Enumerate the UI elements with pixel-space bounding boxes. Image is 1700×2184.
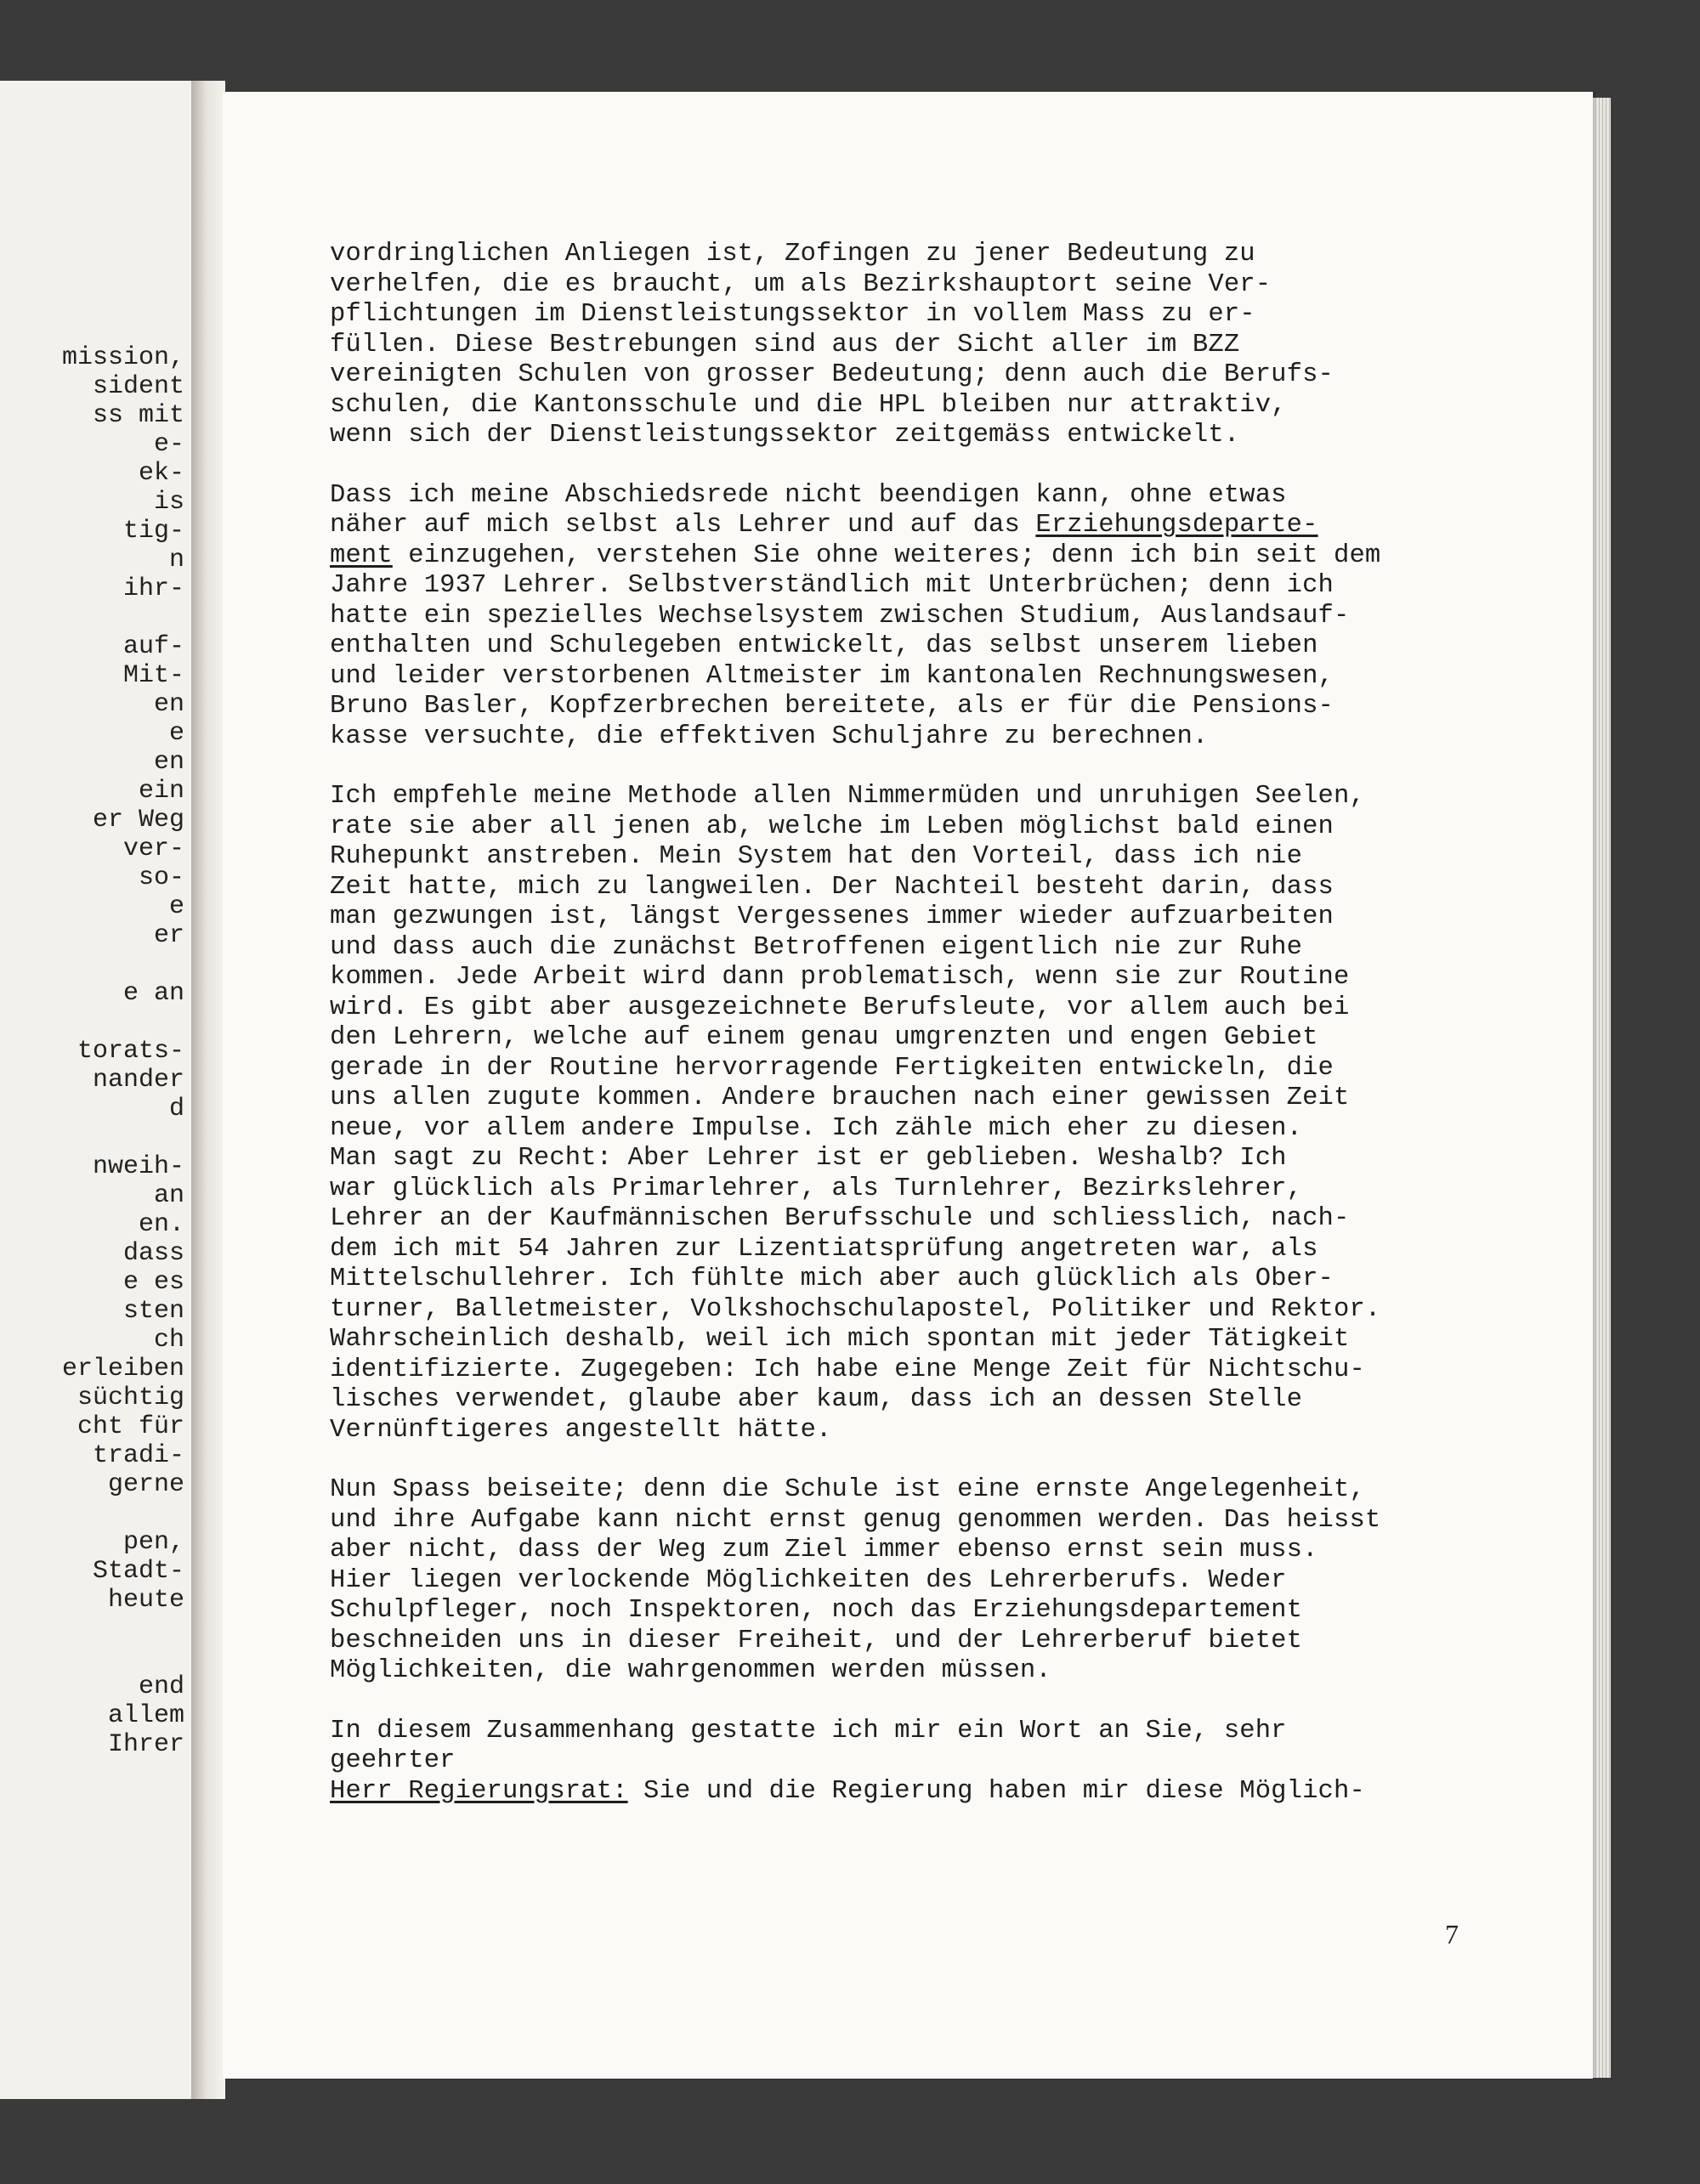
text-line: wenn sich der Dienstleistungssektor zeitgemäss entwickelt. xyxy=(330,421,1240,450)
left-page xyxy=(0,81,193,2099)
left-page-line: e xyxy=(168,719,184,748)
text-line: gerade in der Routine hervorragende Fertigkeiten entwickeln, die xyxy=(330,1053,1334,1083)
left-page-text xyxy=(0,314,191,1759)
left-page-line: torats- xyxy=(76,1037,184,1066)
left-page-line: e xyxy=(168,892,184,921)
text-line: enthalten und Schulegeben entwickelt, das selbst unserem lieben xyxy=(330,631,1318,660)
book-gutter xyxy=(191,81,225,2099)
left-page-line: d xyxy=(168,1095,184,1123)
left-page-line: ch xyxy=(153,1326,184,1355)
left-page-line xyxy=(0,1008,191,1037)
text-line: füllen. Diese Bestrebungen sind aus der Sicht aller im BZZ xyxy=(330,330,1240,359)
left-page-line: so- xyxy=(138,863,184,892)
left-page-line: an xyxy=(153,1181,184,1210)
text-line-rest: Sie und die Regierung haben mir diese Möglich- xyxy=(627,1776,1365,1806)
text-line: Man sagt zu Recht: Aber Lehrer ist er geblieben. Weshalb? Ich xyxy=(330,1144,1287,1173)
left-page-line: ver- xyxy=(122,835,184,863)
paragraph xyxy=(330,481,1520,753)
text-line: ment einzugehen, verstehen Sie ohne weiteres; denn ich bin seit dem xyxy=(330,540,1381,570)
left-page-line: sident xyxy=(92,372,184,401)
text-line: identifizierte. Zugegeben: Ich habe eine Menge Zeit für Nichtschu- xyxy=(330,1355,1365,1384)
text-line: hatte ein spezielles Wechselsystem zwischen Studium, Auslandsauf- xyxy=(330,601,1350,631)
left-page-line xyxy=(0,1499,191,1528)
left-page-line: nweih- xyxy=(92,1152,184,1181)
left-page-line: süchtig xyxy=(76,1383,184,1412)
left-page-line: ss mit xyxy=(92,401,184,430)
text-line: vereinigten Schulen von grosser Bedeutung; denn auch die Berufs- xyxy=(330,360,1334,389)
text-line: In diesem Zusammenhang gestatte ich mir ein Wort an Sie, sehr xyxy=(330,1716,1287,1746)
text-line: rate sie aber all jenen ab, welche im Leben möglichst bald einen xyxy=(330,812,1334,841)
text-line: kommen. Jede Arbeit wird dann problematisch, wenn sie zur Routine xyxy=(330,963,1350,992)
left-page-line xyxy=(0,1644,191,1672)
text-line: pflichtungen im Dienstleistungssektor in vollem Mass zu er- xyxy=(330,300,1255,329)
text-line: Nun Spass beiseite; denn die Schule ist eine ernste Angelegenheit, xyxy=(330,1475,1365,1504)
left-page-line: heute xyxy=(107,1586,184,1615)
text-line: Jahre 1937 Lehrer. Selbstverständlich mit Unterbrüchen; denn ich xyxy=(330,571,1334,600)
text-line: dem ich mit 54 Jahren zur Lizentiatsprüfung angetreten war, als xyxy=(330,1234,1318,1264)
text-line: Ruhepunkt anstreben. Mein System hat den Vorteil, dass ich nie xyxy=(330,842,1303,871)
left-page-line: is xyxy=(153,488,184,517)
text-line: den Lehrern, welche auf einem genau umgrenzten und engen Gebiet xyxy=(330,1023,1318,1052)
text-line: lisches verwendet, glaube aber kaum, dass ich an dessen Stelle xyxy=(330,1385,1303,1414)
left-page-line: ek- xyxy=(138,459,184,488)
left-page-line: end xyxy=(138,1672,184,1701)
left-page-line xyxy=(0,1615,191,1644)
underlined-word: Herr Regierungsrat: xyxy=(330,1776,628,1806)
text-line: neue, vor allem andere Impulse. Ich zähle mich eher zu diesen. xyxy=(330,1113,1303,1143)
left-page-line: pen, xyxy=(122,1528,184,1557)
left-page-line: tradi- xyxy=(92,1441,184,1470)
left-page-line xyxy=(0,950,191,979)
text-line: Mittelschullehrer. Ich fühlte mich aber auch glücklich als Ober- xyxy=(330,1265,1334,1293)
left-page-line: ein xyxy=(138,777,184,806)
text-line: Ich empfehle meine Methode allen Nimmermüden und unruhigen Seelen, xyxy=(330,782,1365,811)
left-page-line: n xyxy=(168,546,184,574)
paragraph xyxy=(330,1717,1520,1808)
left-page-line: sten xyxy=(122,1297,184,1326)
text-line: und leider verstorbenen Altmeister im kantonalen Rechnungswesen, xyxy=(330,661,1334,691)
left-page-line: e- xyxy=(153,430,184,459)
left-page-line: tig- xyxy=(122,517,184,546)
text-line: geehrter xyxy=(330,1746,456,1775)
left-page-line: dass xyxy=(122,1239,184,1268)
text-line xyxy=(330,1777,1520,1808)
text-line: uns allen zugute kommen. Andere brauchen nach einer gewissen Zeit xyxy=(330,1084,1350,1112)
text-line: verhelfen, die es braucht, um als Bezirkshauptort seine Ver- xyxy=(330,269,1272,299)
paragraph xyxy=(330,1475,1520,1687)
text-line: Möglichkeiten, die wahrgenommen werden müssen. xyxy=(330,1656,1051,1685)
left-page-line: cht für xyxy=(76,1412,184,1441)
left-page-line: en. xyxy=(138,1210,184,1239)
text-line: war glücklich als Primarlehrer, als Turnlehrer, Bezirkslehrer, xyxy=(330,1174,1303,1203)
text-line: Dass ich meine Abschiedsrede nicht beendigen kann, ohne etwas xyxy=(330,480,1287,510)
left-page-line xyxy=(0,603,191,632)
page-number: 7 xyxy=(1445,1919,1459,1949)
left-page-line: Ihrer xyxy=(107,1730,184,1759)
text-line: Lehrer an der Kaufmännischen Berufsschule und schliesslich, nach- xyxy=(330,1204,1350,1233)
text-line: kasse versuchte, die effektiven Schuljahre zu berechnen. xyxy=(330,721,1209,751)
text-line: und ihre Aufgabe kann nicht ernst genug genommen werden. Das heisst xyxy=(330,1505,1381,1535)
text-line: Wahrscheinlich deshalb, weil ich mich spontan mit jeder Tätigkeit xyxy=(330,1325,1350,1354)
left-page-line: nander xyxy=(92,1066,184,1095)
paragraph xyxy=(330,240,1520,451)
page-body xyxy=(330,240,1520,1807)
left-page-line: en xyxy=(153,748,184,777)
left-page-line: en xyxy=(153,690,184,719)
text-line: vordringlichen Anliegen ist, Zofingen zu jener Bedeutung zu xyxy=(330,240,1255,269)
text-line: Hier liegen verlockende Möglichkeiten des Lehrerberufs. Weder xyxy=(330,1565,1287,1595)
text-line: wird. Es gibt aber ausgezeichnete Berufsleute, vor allem auch bei xyxy=(330,993,1350,1022)
text-line: Bruno Basler, Kopfzerbrechen bereitete, als er für die Pensions- xyxy=(330,692,1334,721)
text-line: näher auf mich selbst als Lehrer und auf das Erziehungsdeparte- xyxy=(330,511,1318,540)
left-page-line: auf- xyxy=(122,632,184,661)
left-page-line: Mit- xyxy=(122,661,184,690)
underlined-word: Erziehungsdeparte- xyxy=(1035,511,1318,540)
text-line: Schulpfleger, noch Inspektoren, noch das Erziehungsdepartement xyxy=(330,1596,1303,1625)
text-line: Zeit hatte, mich zu langweilen. Der Nachteil besteht darin, dass xyxy=(330,872,1334,902)
text-line: man gezwungen ist, längst Vergessenes immer wieder aufzuarbeiten xyxy=(330,902,1334,931)
left-page-line: ihr- xyxy=(122,574,184,603)
paragraph xyxy=(330,782,1520,1446)
text-line: und dass auch die zunächst Betroffenen eigentlich nie zur Ruhe xyxy=(330,932,1303,962)
left-page-line: allem xyxy=(107,1701,184,1730)
text-line: turner, Balletmeister, Volkshochschulapostel, Politiker und Rektor. xyxy=(330,1294,1381,1324)
text-line: beschneiden uns in dieser Freiheit, und der Lehrerberuf bietet xyxy=(330,1626,1303,1655)
left-page-line: er Weg xyxy=(92,806,184,835)
underlined-word: ment xyxy=(330,540,393,570)
left-page-line: mission, xyxy=(61,343,184,372)
left-page-line: Stadt- xyxy=(92,1557,184,1586)
left-page-line xyxy=(0,1123,191,1152)
text-line: aber nicht, dass der Weg zum Ziel immer ebenso ernst sein muss. xyxy=(330,1536,1318,1564)
left-page-line: er xyxy=(153,921,184,950)
left-page-line: e an xyxy=(122,979,184,1008)
text-line: Vernünftigeres angestellt hätte. xyxy=(330,1415,832,1445)
left-page-line: e es xyxy=(122,1268,184,1297)
text-line: schulen, die Kantonsschule und die HPL bleiben nur attraktiv, xyxy=(330,390,1287,420)
left-page-line xyxy=(0,314,191,343)
left-page-line: gerne xyxy=(107,1470,184,1499)
left-page-line: erleiben xyxy=(61,1355,184,1383)
